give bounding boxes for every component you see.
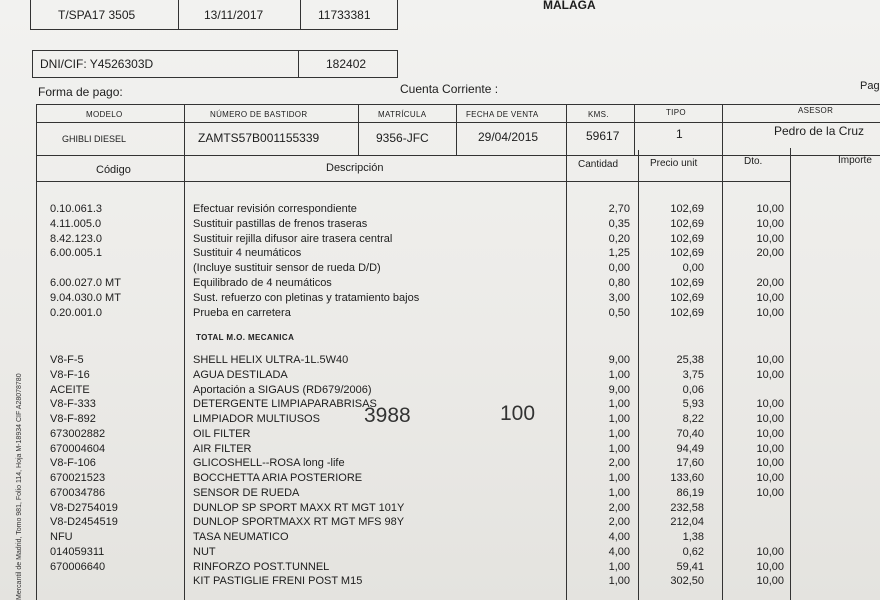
col-cantidad: Cantidad [578,159,619,170]
item-unit-price: 102,69 [670,291,704,304]
item-quantity: 1,25 [608,247,630,260]
item-description: Sustituir 4 neumáticos [193,247,302,260]
item-discount: 10,00 [756,457,784,470]
item-quantity: 0,00 [608,262,630,275]
item-quantity: 3,00 [608,291,630,304]
item-discount: 10,00 [756,203,784,215]
item-discount: 10,00 [756,472,784,484]
item-description: TASA NEUMATICO [193,531,289,543]
vehicle-kms: 59617 [586,129,620,143]
invoice-number: 11733381 [318,8,371,22]
part-item-row [0,502,880,517]
vehicle-asesor: Pedro de la Cruz [774,124,865,138]
part-item-row [0,487,880,502]
item-discount: 10,00 [756,575,784,588]
item-unit-price: 0,62 [682,545,704,558]
item-description: DUNLOP SPORTMAXX RT MGT MFS 98Y [193,516,405,529]
part-item-row [0,561,880,576]
item-unit-price: 102,69 [670,203,704,215]
item-quantity: 1,00 [608,575,630,588]
item-quantity: 0,50 [608,306,630,319]
vehicle-bastidor: ZAMTS57B001155339 [198,131,320,145]
item-quantity: 1,00 [608,472,630,484]
item-code: V8-F-106 [50,457,96,470]
item-quantity: 2,70 [608,203,630,215]
labor-item-row [0,277,880,292]
part-item-row [0,546,880,561]
item-unit-price: 86,19 [676,486,704,499]
labor-item-row [0,262,880,277]
item-unit-price: 102,69 [670,247,704,260]
part-item-row [0,516,880,531]
part-item-row [0,472,880,487]
item-description: BOCCHETTA ARIA POSTERIORE [193,472,363,484]
item-discount: 10,00 [756,354,784,366]
part-item-row [0,413,880,428]
item-description: GLICOSHELL--ROSA long -life [193,457,345,470]
col-fecha-venta: FECHA DE VENTA [466,110,539,119]
item-code: 4.11.005.0 [50,217,102,230]
item-code: V8-D2454519 [50,516,118,529]
col-matricula: MATRÍCULA [378,110,427,119]
part-item-row [0,354,880,369]
item-code: 6.00.027.0 MT [50,277,121,289]
labor-item-row [0,203,880,218]
item-unit-price: 3,75 [682,368,704,381]
col-importe: Importe [838,155,872,166]
item-code: 673002882 [50,427,106,440]
item-quantity: 2,00 [608,516,630,529]
overlay-number-b: 100 [500,402,536,425]
part-item-row [0,384,880,399]
item-description: LIMPIADOR MULTIUSOS [193,413,320,425]
invoice-series: T/SPA17 3505 [58,8,136,22]
item-description: Sustituir rejilla difusor aire trasera central [193,232,393,245]
item-quantity: 4,00 [608,545,630,558]
item-unit-price: 232,58 [670,501,704,514]
col-kms: KMS. [588,110,609,119]
item-unit-price: 8,22 [682,413,704,425]
item-description: KIT PASTIGLIE FRENI POST M15 [193,575,363,588]
col-tipo: TIPO [666,108,686,117]
dni-label: DNI/CIF: Y4526303D [40,57,154,71]
item-quantity: 2,00 [608,457,630,470]
item-quantity: 1,00 [608,486,630,499]
item-discount: 10,00 [756,413,784,425]
item-code: NFU [50,531,73,543]
item-quantity: 0,35 [608,217,630,230]
item-code: 670034786 [50,486,106,499]
registry-side-text: Mercantil de Madrid, Tomo 981, Folio 114, Hoja M-18934 CIF A28078780 [16,373,23,600]
item-code: V8-F-16 [50,368,90,381]
col-descripcion: Descripción [326,162,384,174]
item-description: NUT [193,545,216,558]
item-discount: 10,00 [756,427,784,440]
item-description: Aportación a SIGAUS (RD679/2006) [193,383,372,396]
page-label: Pag [860,80,880,92]
item-unit-price: 102,69 [670,232,704,245]
item-code: 670006640 [50,560,106,573]
item-unit-price: 70,40 [676,427,704,440]
labor-item-row [0,233,880,248]
item-description: AGUA DESTILADA [193,368,288,381]
item-description: OIL FILTER [193,427,251,440]
invoice-date: 13/11/2017 [204,8,264,22]
item-code: V8-D2754019 [50,501,118,514]
part-item-row [0,575,880,590]
item-unit-price: 1,38 [682,531,704,543]
vehicle-matricula: 9356-JFC [376,131,429,145]
item-discount: 10,00 [756,398,784,411]
item-quantity: 1,00 [608,427,630,440]
item-unit-price: 212,04 [670,516,704,529]
labor-item-row [0,218,880,233]
payment-method-label: Forma de pago: [38,85,123,99]
item-code: 8.42.123.0 [50,232,102,245]
item-code: 670004604 [50,442,106,455]
item-description: Efectuar revisión correspondiente [193,203,357,215]
part-item-row [0,428,880,443]
col-asesor: ASESOR [798,106,834,115]
part-item-row [0,443,880,458]
vehicle-fecha-venta: 29/04/2015 [478,130,539,144]
vehicle-tipo: 1 [676,127,683,141]
item-quantity: 9,00 [608,354,630,366]
col-dto: Dto. [744,156,763,167]
item-quantity: 2,00 [608,501,630,514]
item-discount: 10,00 [756,291,784,304]
item-unit-price: 17,60 [676,457,704,470]
item-discount: 10,00 [756,486,784,499]
labor-item-row [0,292,880,307]
item-quantity: 1,00 [608,442,630,455]
overlay-number-a: 3988 [364,404,411,427]
item-quantity: 0,20 [608,232,630,245]
labor-item-row [0,247,880,262]
item-discount: 20,00 [756,277,784,289]
part-item-row [0,369,880,384]
item-quantity: 1,00 [608,398,630,411]
item-description: RINFORZO POST.TUNNEL [193,560,330,573]
item-unit-price: 133,60 [670,472,704,484]
item-description: SENSOR DE RUEDA [193,486,300,499]
item-discount: 20,00 [756,247,784,260]
item-unit-price: 102,69 [670,306,704,319]
item-unit-price: 0,06 [682,383,704,396]
item-description: Prueba en carretera [193,306,291,319]
item-discount: 10,00 [756,217,784,230]
item-quantity: 0,80 [608,277,630,289]
item-unit-price: 25,38 [676,354,704,366]
item-quantity: 1,00 [608,560,630,573]
item-description: SHELL HELIX ULTRA-1L.5W40 [193,354,349,366]
item-unit-price: 5,93 [682,398,704,411]
item-unit-price: 102,69 [670,217,704,230]
item-code: 6.00.005.1 [50,247,102,260]
col-codigo: Código [96,164,131,176]
col-bastidor: NÚMERO DE BASTIDOR [210,110,308,119]
item-discount: 10,00 [756,560,784,573]
dni-code: 182402 [326,57,367,71]
account-label: Cuenta Corriente : [400,82,499,96]
item-description: Sust. refuerzo con pletinas y tratamiento bajos [193,291,420,304]
item-unit-price: 59,41 [676,560,704,573]
item-discount: 10,00 [756,545,784,558]
item-unit-price: 102,69 [670,277,704,289]
item-code: 670021523 [50,472,106,484]
item-discount: 10,00 [756,442,784,455]
labor-item-row [0,307,880,322]
item-description: AIR FILTER [193,442,252,455]
item-code: 0.10.061.3 [50,203,102,215]
part-item-row [0,457,880,472]
item-code: ACEITE [50,383,90,396]
part-item-row [0,398,880,413]
item-description: (Incluye sustituir sensor de rueda D/D) [193,262,381,275]
col-precio: Precio unit [650,158,698,169]
item-quantity: 1,00 [608,368,630,381]
item-quantity: 4,00 [608,531,630,543]
item-unit-price: 0,00 [682,262,704,275]
item-code: V8-F-333 [50,398,96,411]
part-item-row [0,531,880,546]
item-code: V8-F-892 [50,413,96,425]
item-discount: 10,00 [756,368,784,381]
item-description: DETERGENTE LIMPIAPARABRISAS [193,398,377,411]
item-quantity: 1,00 [608,413,630,425]
item-description: DUNLOP SP SPORT MAXX RT MGT 101Y [193,501,405,514]
item-quantity: 9,00 [608,383,630,396]
item-unit-price: 94,49 [676,442,704,455]
city: MALAGA [543,0,596,12]
total-mo-label: TOTAL M.O. MECANICA [196,333,295,342]
item-code: 9.04.030.0 MT [50,291,121,304]
item-discount: 10,00 [756,232,784,245]
col-modelo: MODELO [86,110,123,119]
vehicle-modelo: GHIBLI DIESEL [62,134,127,144]
item-code: V8-F-5 [50,354,84,366]
item-code: 014059311 [50,545,105,558]
item-unit-price: 302,50 [670,575,704,588]
item-discount: 10,00 [756,306,784,319]
item-code: 0.20.001.0 [50,306,102,319]
item-description: Equilibrado de 4 neumáticos [193,277,332,289]
item-description: Sustituir pastillas de frenos traseras [193,217,368,230]
